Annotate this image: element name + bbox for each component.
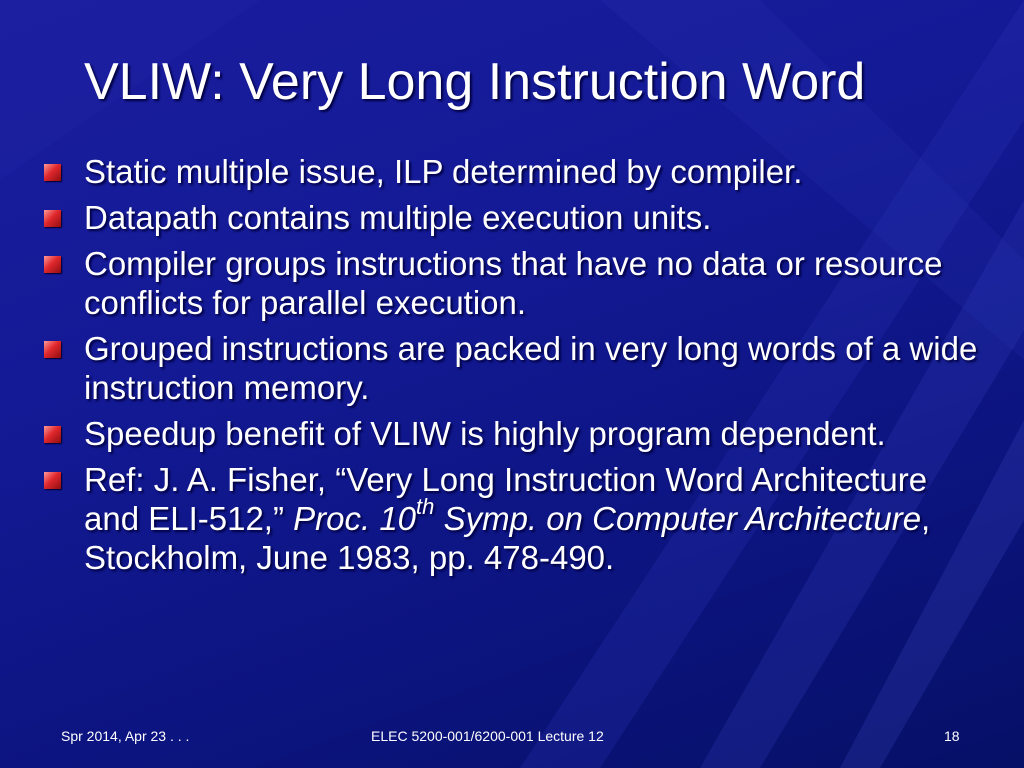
footer-course: ELEC 5200-001/6200-001 Lecture 12 bbox=[371, 728, 604, 744]
reference-venue-part1: Proc. 10 bbox=[293, 500, 417, 537]
bullet-list bbox=[0, 152, 1024, 584]
reference-suffix: , Stockholm, June 1983, pp. 478-490. bbox=[84, 500, 931, 576]
reference-prefix: Ref: J. A. Fisher, “Very Long Instruction Word Architecture and ELI-512,” bbox=[84, 461, 928, 537]
square-bullet-icon bbox=[44, 210, 61, 227]
bullet-text: Compiler groups instructions that have no data or resource conflicts for parallel execution. bbox=[84, 245, 943, 321]
square-bullet-icon bbox=[44, 256, 61, 273]
reference-venue bbox=[293, 494, 922, 537]
footer-page-number: 18 bbox=[944, 728, 960, 744]
bullet-item bbox=[0, 198, 1024, 237]
bullet-item bbox=[0, 152, 1024, 191]
reference-venue-part2: Symp. on Computer Architecture bbox=[434, 500, 922, 537]
square-bullet-icon bbox=[44, 472, 61, 489]
reference-venue-superscript: th bbox=[416, 494, 435, 519]
bullet-item bbox=[0, 329, 1024, 407]
bullet-text: Static multiple issue, ILP determined by compiler. bbox=[84, 153, 803, 190]
bullet-text: Datapath contains multiple execution units. bbox=[84, 199, 712, 236]
slide-title: VLIW: Very Long Instruction Word bbox=[84, 53, 866, 111]
bullet-item bbox=[0, 244, 1024, 322]
bullet-text: Speedup benefit of VLIW is highly program dependent. bbox=[84, 415, 886, 452]
footer-date: Spr 2014, Apr 23 . . . bbox=[61, 728, 190, 744]
square-bullet-icon bbox=[44, 426, 61, 443]
square-bullet-icon bbox=[44, 164, 61, 181]
bullet-text: Grouped instructions are packed in very long words of a wide instruction memory. bbox=[84, 330, 978, 406]
bullet-item bbox=[0, 414, 1024, 453]
square-bullet-icon bbox=[44, 341, 61, 358]
reference-item bbox=[0, 460, 1024, 577]
